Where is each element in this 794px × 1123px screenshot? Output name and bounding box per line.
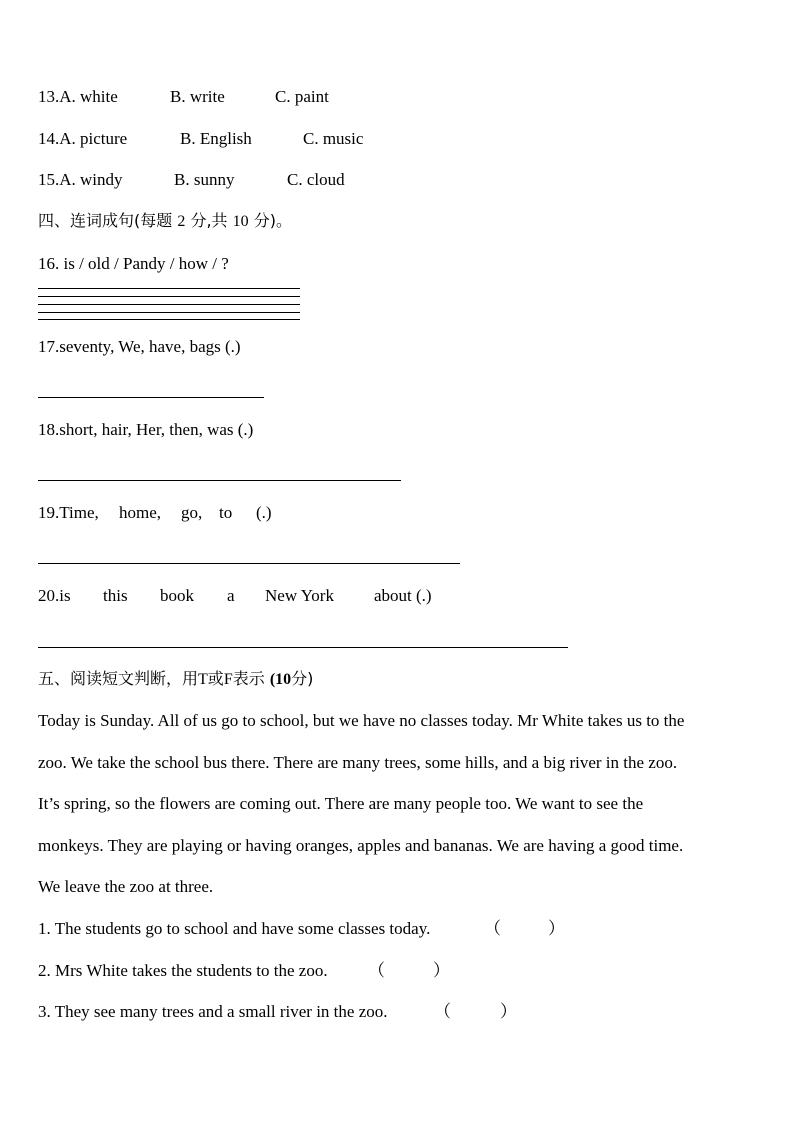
question-number: 20.	[38, 586, 60, 605]
heading-false-mark: F	[223, 671, 233, 688]
answer-bracket-close[interactable]: ）	[433, 961, 450, 980]
question-text: 2. Mrs White takes the students to the zoo.	[38, 961, 328, 980]
question-text: 3. They see many trees and a small river in the zoo.	[38, 1002, 388, 1021]
word: go,	[181, 503, 203, 522]
word: is	[59, 586, 71, 605]
choice-row-15	[38, 170, 123, 190]
word: a	[227, 586, 235, 605]
word: (.)	[256, 503, 272, 522]
word: about (.)	[374, 586, 432, 605]
question-number: 14.	[38, 129, 60, 148]
option-a: A. white	[59, 87, 118, 106]
heading-text: 四、连词成句(每题	[38, 211, 173, 230]
tf-question-3	[38, 1002, 388, 1022]
option-c: C. music	[303, 129, 364, 148]
sentence-item-18	[38, 420, 253, 440]
option-b: B. write	[170, 87, 225, 106]
word-prompt: is / old / Pandy / how / ?	[63, 254, 229, 273]
heading-text: 分)。	[253, 211, 292, 230]
sentence-item-16	[38, 254, 229, 274]
question-number: 16.	[38, 254, 60, 273]
sentence-item-19	[38, 503, 99, 523]
word: this	[103, 586, 128, 605]
option-c: C. paint	[275, 87, 329, 106]
answer-bracket-open[interactable]: （	[368, 961, 385, 980]
sentence-item-20	[38, 586, 71, 606]
writing-line[interactable]	[38, 304, 300, 305]
writing-line[interactable]	[38, 296, 300, 297]
word-prompt: seventy, We, have, bags (.)	[59, 337, 241, 356]
heading-total: 10	[232, 213, 249, 230]
passage-line: monkeys. They are playing or having oranges, apples and bananas. We are having a good time.	[38, 836, 684, 855]
answer-line[interactable]	[38, 397, 264, 398]
section-4-heading	[38, 211, 292, 232]
option-c: C. cloud	[287, 170, 345, 189]
option-b: B. sunny	[174, 170, 235, 189]
answer-line[interactable]	[38, 647, 568, 648]
heading-true-mark: T	[198, 671, 208, 688]
tf-question-2	[38, 961, 328, 981]
choice-row-13	[38, 87, 118, 107]
heading-text: 表示	[232, 669, 265, 688]
heading-text: 分)	[291, 669, 314, 688]
option-a: A. windy	[59, 170, 123, 189]
question-number: 13.	[38, 87, 60, 106]
heading-text: 五、阅读短文判断，用	[38, 669, 199, 688]
section-5-heading	[38, 669, 313, 690]
answer-line[interactable]	[38, 563, 460, 564]
heading-points: 2	[177, 213, 186, 230]
answer-bracket-open[interactable]: （	[484, 919, 501, 938]
question-number: 15.	[38, 170, 60, 189]
passage-line: Today is Sunday. All of us go to school, but we have no classes today. Mr White takes us to the	[38, 711, 685, 730]
question-number: 17.	[38, 337, 60, 356]
passage-line: zoo. We take the school bus there. There are many trees, some hills, and a big river in the zoo.	[38, 753, 678, 772]
word-prompt: short, hair, Her, then, was (.)	[59, 420, 254, 439]
heading-score: (10	[269, 671, 292, 688]
word: Time,	[59, 503, 99, 522]
writing-line[interactable]	[38, 319, 300, 320]
writing-line[interactable]	[38, 288, 300, 289]
passage-line: We leave the zoo at three.	[38, 877, 214, 896]
answer-bracket-open[interactable]: （	[434, 1002, 451, 1021]
sentence-item-17	[38, 337, 241, 357]
passage-line: It’s spring, so the flowers are coming out. There are many people too. We want to see the	[38, 794, 644, 813]
option-b: B. English	[180, 129, 252, 148]
answer-line[interactable]	[38, 480, 401, 481]
question-text: 1. The students go to school and have some classes today.	[38, 919, 431, 938]
word: to	[219, 503, 233, 522]
word: book	[160, 586, 194, 605]
question-number: 18.	[38, 420, 60, 439]
option-a: A. picture	[59, 129, 128, 148]
writing-line[interactable]	[38, 312, 300, 313]
tf-question-1	[38, 919, 430, 939]
word: New York	[265, 586, 334, 605]
answer-bracket-close[interactable]: ）	[500, 1002, 517, 1021]
answer-bracket-close[interactable]: ）	[548, 919, 565, 938]
question-number: 19.	[38, 503, 60, 522]
heading-text: 分,共	[190, 211, 228, 230]
word: home,	[119, 503, 162, 522]
choice-row-14	[38, 129, 127, 149]
heading-text: 或	[207, 669, 224, 688]
